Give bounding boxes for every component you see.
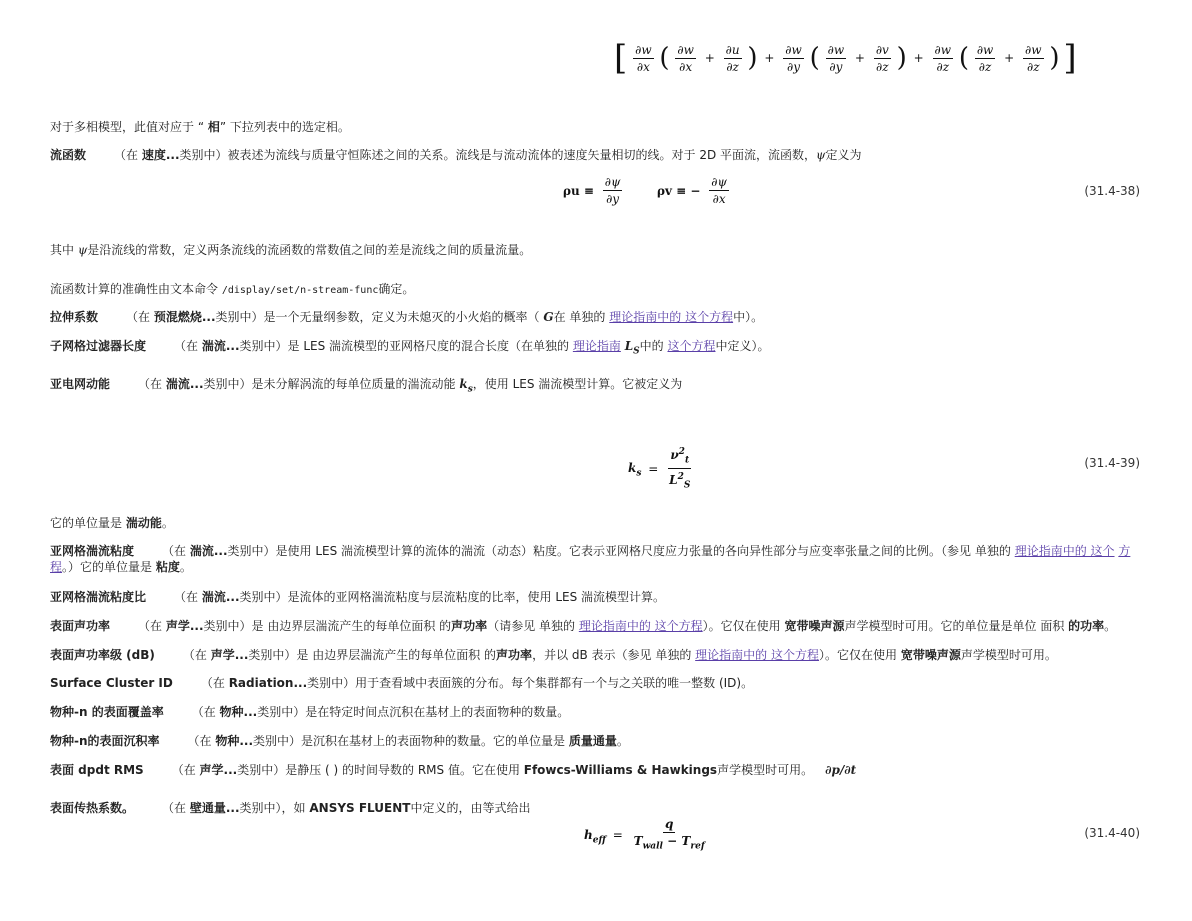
text-command: /display/set/n-stream-func: [221, 285, 379, 296]
equation-top: [ $\frac{\partial w}{\partial x}$ ( $\frac{\partial w}{\partial x}$ + $\frac{\partial u}{\partial z}$ ) + $\frac{\partial w}{\partial y}$ ( $\frac{\partial w}{\partial y}$ + $\frac{\partial v}{\partial z}$ ) + $\frac{\partial w}{\partial z}$ ( $\frac{\partial w}{\partial z}$ + $\frac{\partial w}{\partial z}$ ) ]: [614, 38, 1077, 78]
equation-link[interactable]: 方程: [50, 544, 1131, 574]
equation-31-4-40: $h_{eff}$ = $\frac{q}{T_{wall} - T_{ref}}$: [584, 817, 705, 852]
phase-note: 对于多相模型，此值对应于 “ 相” 下拉列表中的选定相。: [50, 120, 350, 134]
equation-number: (31.4-38): [1084, 184, 1140, 198]
term-stream-function: 流函数: [50, 148, 87, 162]
equation-31-4-39: $k_s$ = $\frac{\nu^2_t}{L^2_S}$: [628, 444, 694, 494]
equation-31-4-38: ρu ≡ $\frac{\partial\psi}{\partial y}$ ρv ≡ − $\frac{\partial\psi}{\partial x}$: [563, 175, 727, 206]
surface-deposition-rate-entry: 物种-n的表面沉积率 （在 物种...类别中）是沉积在基材上的表面物种的数量。它的单位量是 质量通量。: [50, 734, 629, 748]
equation-link[interactable]: 这个方程: [667, 339, 716, 353]
surface-coverage-entry: 物种-n 的表面覆盖率 （在 物种...类别中）是在特定时间点沉积在基材上的表面物种的数量。: [50, 705, 570, 719]
subgrid-viscosity-ratio-entry: 亚网格湍流粘度比 （在 湍流...类别中）是流体的亚网格湍流粘度与层流粘度的比率，使用 LES 湍流模型计算。: [50, 590, 666, 604]
stream-function-note: 其中 ψ是沿流线的常数，定义两条流线的流函数的常数值之间的差是流线之间的质量流量。: [50, 243, 532, 257]
surface-dpdt-rms-entry: 表面 dpdt RMS （在 声学...类别中）是静压 ( ) 的时间导数的 RMS 值。它在使用 Ffowcs-Williams & Hawkings声学模型时可用。 ∂p/∂t: [50, 763, 857, 777]
stream-function-accuracy: 流函数计算的准确性由文本命令 /display/set/n-stream-func确定。: [50, 282, 415, 296]
theory-guide-link[interactable]: 理论指南: [572, 339, 621, 353]
theory-guide-link[interactable]: 理论指南中的 这个方程: [695, 648, 819, 662]
surface-cluster-id-entry: Surface Cluster ID （在 Radiation...类别中）用于查看域中表面簇的分布。每个集群都有一个与之关联的唯一整数 (ID)。: [50, 676, 754, 690]
subgrid-filter-length-entry: 子网格过滤器长度 （在 湍流...类别中）是 LES 湍流模型的亚网格尺度的混合长度（在单独的 理论指南 $L_S$中的 这个方程中定义）。: [50, 339, 770, 357]
equation-number: (31.4-40): [1084, 826, 1140, 840]
theory-guide-link[interactable]: 理论指南中的 这个: [1014, 544, 1115, 558]
surface-acoustic-power-entry: 表面声功率 （在 声学...类别中）是 由边界层湍流产生的每单位面积 的声功率（请参见 单独的 理论指南中的 这个方程）。它仅在使用 宽带噪声源声学模型时可用。它的单位量是单位 面积 的功率。: [50, 619, 1117, 633]
stream-function-entry: 流函数 （在 速度...类别中）被表述为流线与质量守恒陈述之间的关系。流线是与流动流体的速度矢量相切的线。对于 2D 平面流，流函数，ψ定义为: [50, 148, 862, 162]
theory-guide-link[interactable]: 理论指南中的 这个方程: [609, 310, 734, 324]
subgrid-viscosity-entry: 亚网格湍流粘度 （在 湍流...类别中）是使用 LES 湍流模型计算的流体的湍流（动态）粘度。它表示亚网格尺度应力张量的各向异性部分与应变率张量之间的比例。（参见 单独的 理论指南中的 这个 方程。）它的单位量是 粘度。: [50, 544, 1131, 574]
equation-number: (31.4-39): [1084, 456, 1140, 470]
unit-note: 它的单位量是 湍动能。: [50, 516, 174, 530]
surface-acoustic-power-level-entry: 表面声功率级 (dB) （在 声学...类别中）是 由边界层湍流产生的每单位面积 的声功率，并以 dB 表示（参见 单独的 理论指南中的 这个方程）。它仅在使用 宽带噪声源声学模型时可用。: [50, 648, 1057, 662]
strain-coefficient-entry: 拉伸系数 （在 预混燃烧...类别中）是一个无量纲参数，定义为未熄灭的小火焰的概率（ G在 单独的 理论指南中的 这个方程中）。: [50, 310, 764, 324]
surface-heat-transfer-coefficient-entry: 表面传热系数。 （在 壁通量...类别中），如 ANSYS FLUENT中定义的，由等式给出: [50, 801, 531, 815]
subgrid-kinetic-energy-entry: 亚电网动能 （在 湍流...类别中）是未分解涡流的每单位质量的湍流动能 $k_s$，使用 LES 湍流模型计算。它被定义为: [50, 377, 683, 395]
theory-guide-link[interactable]: 理论指南中的 这个方程: [578, 619, 703, 633]
